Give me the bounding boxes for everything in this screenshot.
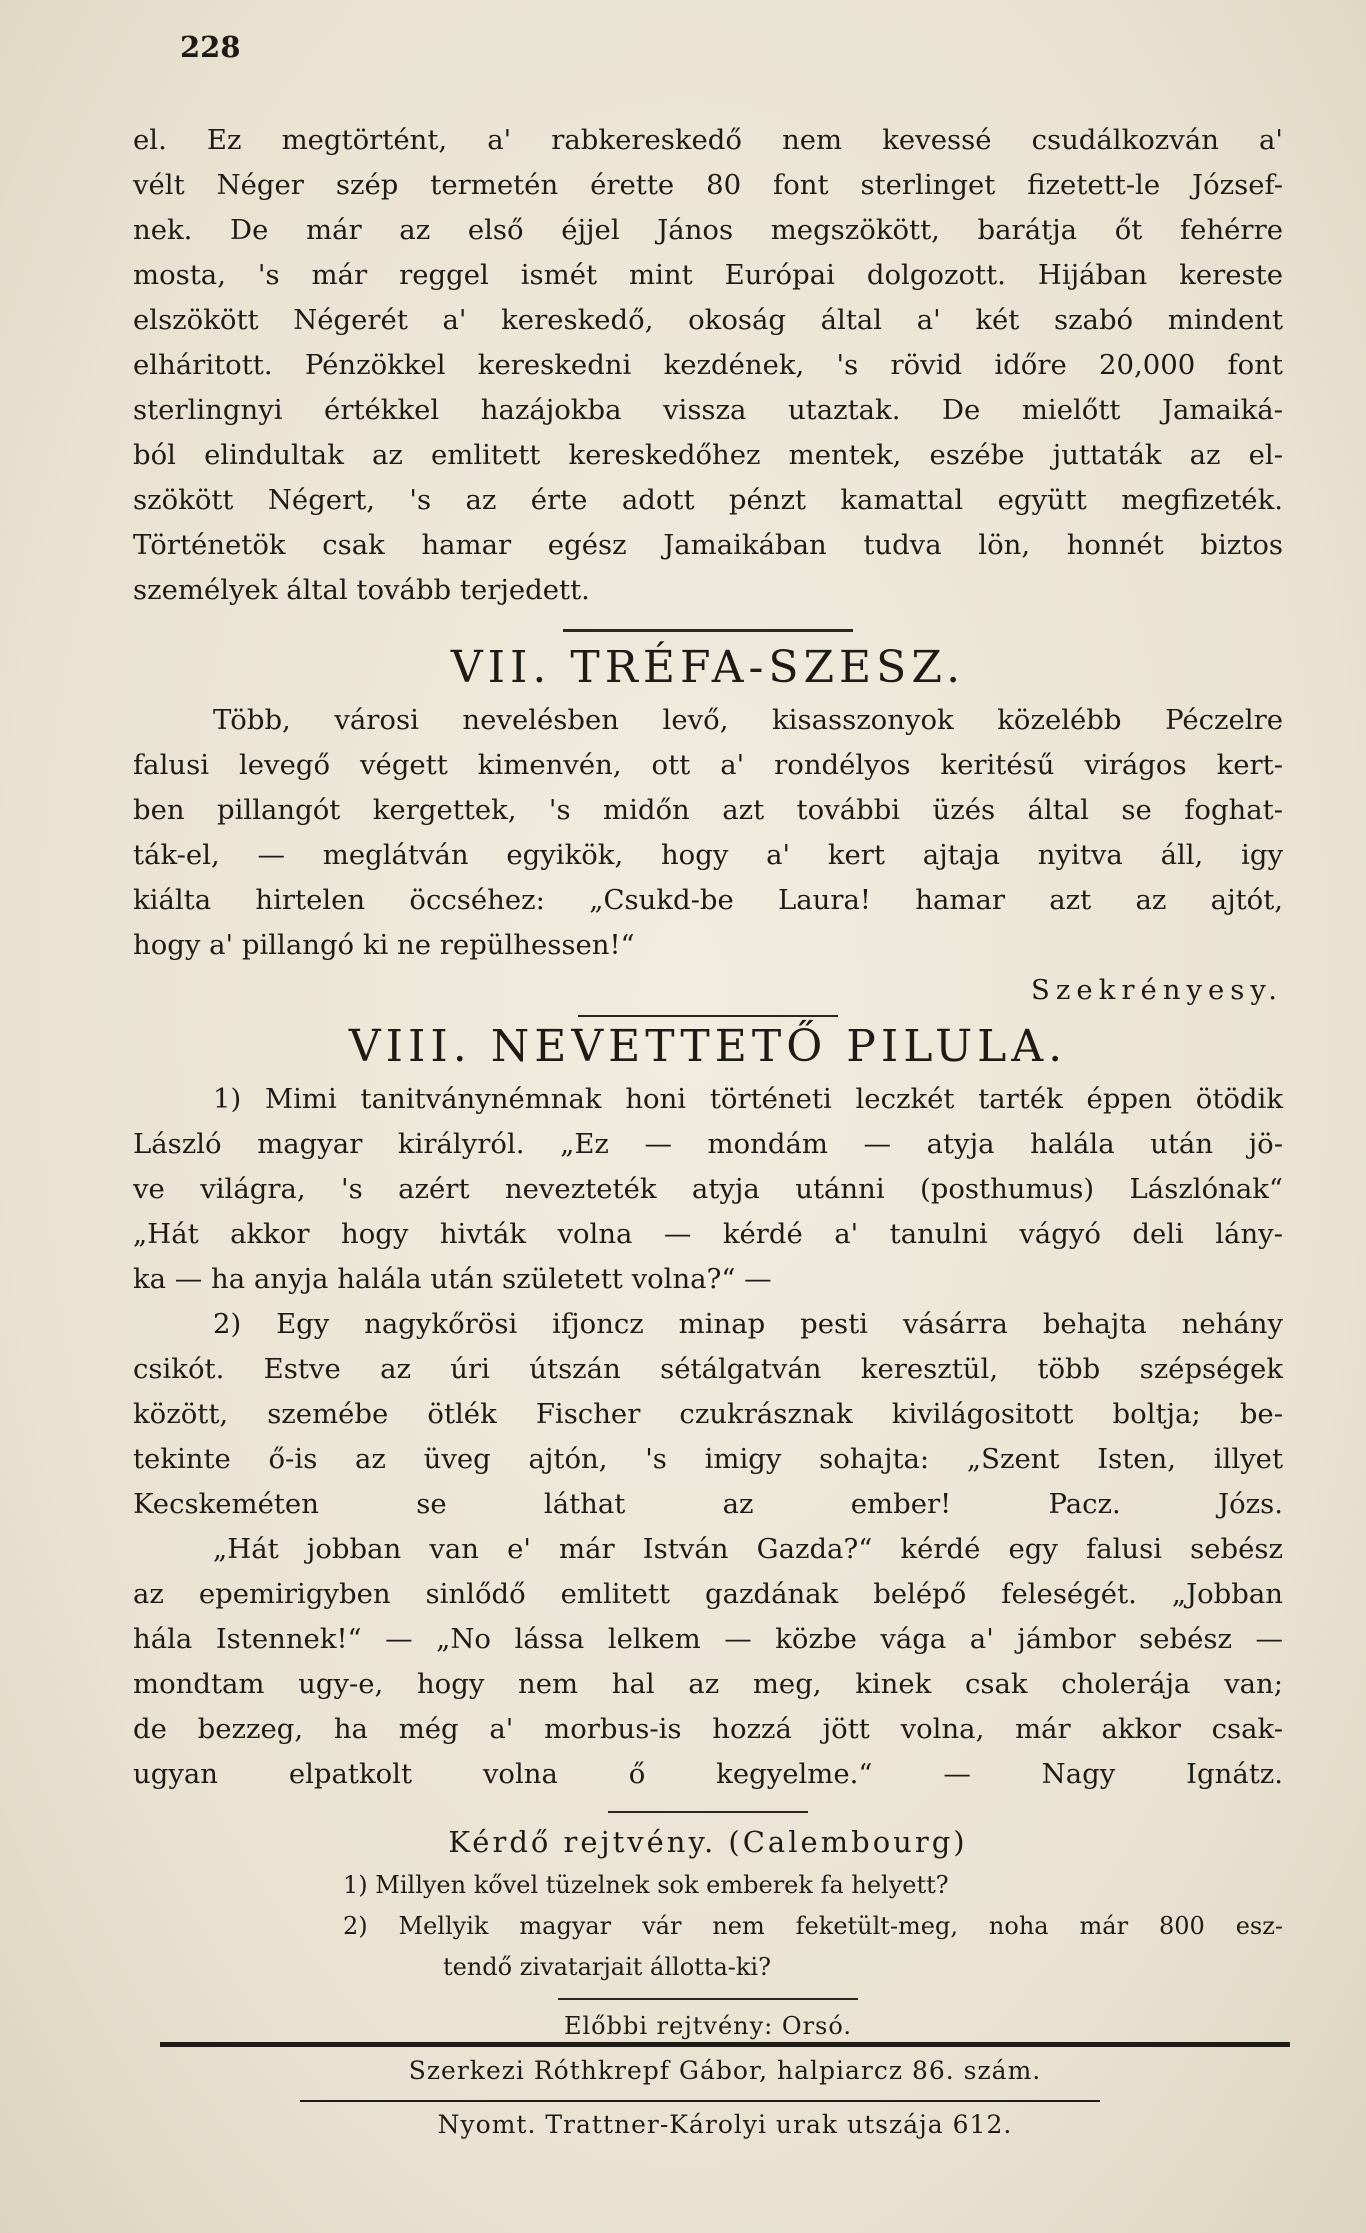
divider — [558, 1998, 858, 2000]
text-line: kiálta hirtelen öccséhez: „Csukd-be Laura! hamar azt az ajtót, — [133, 884, 1283, 916]
text-line: 1) Mimi tanitványnémnak honi történeti leczkét tarték éppen ötödik — [213, 1083, 1283, 1115]
text-line: hogy a' pillangó ki ne repülhessen!“ — [133, 929, 635, 961]
text-line: mondtam ugy-e, hogy nem hal az meg, kinek csak cholerája van; — [133, 1668, 1283, 1700]
footer-rule — [160, 2042, 1290, 2047]
text-line: ugyan elpatkolt volna ő kegyelme.“ — Nagy Ignátz. — [133, 1758, 1283, 1790]
paragraph-story-ending — [133, 118, 1283, 613]
text-line: ták-el, — meglátván egyikök, hogy a' kert ajtaja nyitva áll, igy — [133, 839, 1283, 871]
joke-2 — [133, 1302, 1283, 1527]
text-line: Több, városi nevelésben levő, kisasszonyok közelébb Péczelre — [213, 704, 1283, 736]
footer-printer: Nyomt. Trattner-Károlyi urak utszája 612. — [437, 2110, 1013, 2139]
page-number: 228 — [180, 30, 241, 64]
text-line: Kecskeméten se láthat az ember! Pacz. Józs. — [133, 1488, 1283, 1520]
text-line: „Hát jobban van e' már István Gazda?“ kérdé egy falusi sebész — [213, 1533, 1283, 1565]
signature-szekrenyesy: Szekrényesy. — [1031, 974, 1283, 1006]
text-line: falusi levegő végett kimenvén, ott a' rondélyos keritésű virágos kert- — [133, 749, 1283, 781]
text-line: László magyar királyról. „Ez — mondám — atyja halála után jö- — [133, 1128, 1283, 1160]
section-heading-vii: VII. TRÉFA-SZESZ. — [450, 642, 966, 693]
joke-3 — [133, 1527, 1283, 1797]
riddle-title: Kérdő rejtvény. (Calembourg) — [448, 1825, 968, 1859]
previous-riddle-answer: Előbbi rejtvény: Orsó. — [563, 2012, 853, 2040]
text-line: elháritott. Pénzökkel kereskedni kezdének, 's rövid időre 20,000 font — [133, 349, 1283, 381]
text-line: hála Istennek!“ — „No lássa lelkem — közbe vága a' jámbor sebész — — [133, 1623, 1283, 1655]
section-vii-text — [133, 698, 1283, 1013]
text-line: között, szemébe ötlék Fischer czukrásznak kivilágositott boltja; be- — [133, 1398, 1283, 1430]
footer-editor: Szerkezi Róthkrepf Gábor, halpiarcz 86. szám. — [408, 2056, 1042, 2085]
text-line: nek. De már az első éjjel János megszökött, barátja őt fehérre — [133, 214, 1283, 246]
text-line: személyek által tovább terjedett. — [133, 574, 590, 606]
text-line: ból elindultak az emlitett kereskedőhez mentek, eszébe juttaták az el- — [133, 439, 1283, 471]
riddle-question-2-cont: tendő zivatarjait állotta-ki? — [443, 1953, 771, 1981]
page-body — [133, 118, 1283, 2047]
text-line: ben pillangót kergettek, 's midőn azt további üzés által se foghat- — [133, 794, 1283, 826]
text-line: tekinte ő-is az üveg ajtón, 's imigy sohajta: „Szent Isten, illyet — [133, 1443, 1283, 1475]
text-line: de bezzeg, ha még a' morbus-is hozzá jött volna, már akkor csak- — [133, 1713, 1283, 1745]
text-line: 2) Egy nagykőrösi ifjoncz minap pesti vásárra behajta nehány — [213, 1308, 1283, 1340]
joke-1 — [133, 1077, 1283, 1302]
text-line: szökött Négert, 's az érte adott pénzt kamattal együtt megfizeték. — [133, 484, 1283, 516]
divider — [563, 629, 853, 632]
text-line: elszökött Négerét a' kereskedő, okoság által a' két szabó mindent — [133, 304, 1283, 336]
text-line: „Hát akkor hogy hivták volna — kérdé a' tanulni vágyó deli lány- — [133, 1218, 1283, 1250]
footer-rule — [300, 2100, 1100, 2102]
riddle-box — [133, 1819, 1283, 2047]
text-line: el. Ez megtörtént, a' rabkereskedő nem kevessé csudálkozván a' — [133, 124, 1283, 156]
text-line: az epemirigyben sinlődő emlitett gazdának belépő feleségét. „Jobban — [133, 1578, 1283, 1610]
riddle-question-1: 1) Millyen kővel tüzelnek sok emberek fa helyett? — [343, 1871, 949, 1899]
text-line: sterlingnyi értékkel hazájokba vissza utaztak. De mielőtt Jamaiká- — [133, 394, 1283, 426]
text-line: ka — ha anyja halála után született volna?“ — — [133, 1263, 772, 1295]
text-line: Történetök csak hamar egész Jamaikában tudva lön, honnét biztos — [133, 529, 1283, 561]
divider — [608, 1811, 808, 1813]
text-line: ve világra, 's azért nevezteték atyja utánni (posthumus) Lászlónak“ — [133, 1173, 1283, 1205]
text-line: vélt Néger szép termetén érette 80 font sterlinget fizetett-le József- — [133, 169, 1283, 201]
text-line: mosta, 's már reggel ismét mint Európai dolgozott. Hijában kereste — [133, 259, 1283, 291]
text-line: csikót. Estve az úri útszán sétálgatván keresztül, több szépségek — [133, 1353, 1283, 1385]
riddle-question-2: 2) Mellyik magyar vár nem feketült-meg, noha már 800 esz- — [343, 1912, 1283, 1940]
section-heading-viii: VIII. NEVETTETŐ PILULA. — [348, 1021, 1068, 1072]
